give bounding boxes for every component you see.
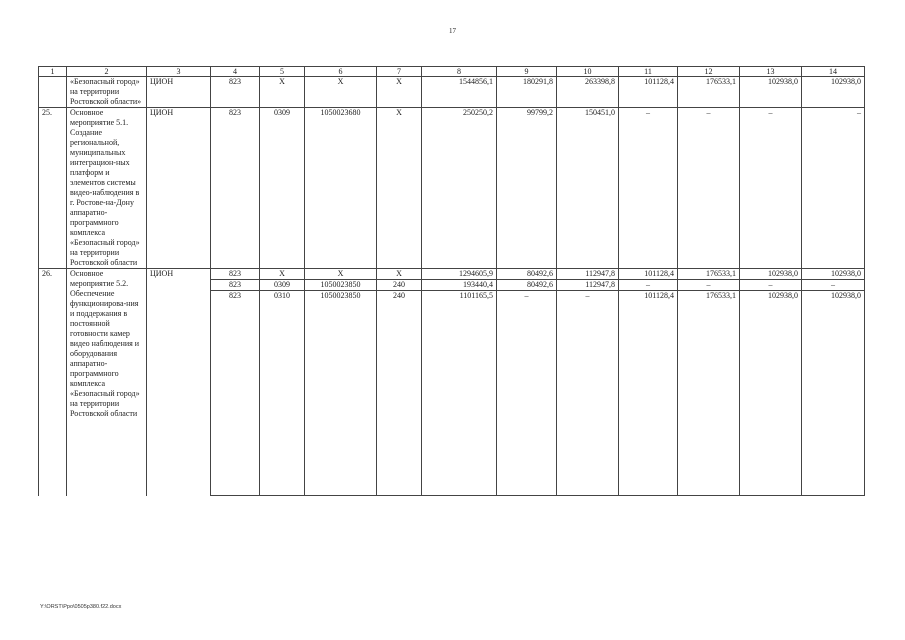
year-value: 176533,1 <box>678 291 740 496</box>
table-row <box>39 77 865 108</box>
row-number: 25. <box>39 108 67 269</box>
year-value: 99799,2 <box>497 108 557 269</box>
header-row <box>39 67 865 77</box>
year-value: – <box>740 280 802 291</box>
year-value: 112947,8 <box>557 269 619 280</box>
measure-name: Основное мероприятие 5.1. Создание региональной, муниципальных интеграцион-ных платформ и элементов системы видео-наблюдения в г. Ростове-на-Дону аппаратно-программного комплекса «Безопасный город» на территории Ростовской области <box>67 108 147 269</box>
grbs-code: 823 <box>211 269 260 280</box>
table-row <box>39 108 865 269</box>
executor: ЦИОН <box>147 77 211 108</box>
year-value: – <box>619 280 678 291</box>
year-value: – <box>557 291 619 496</box>
page-number: 17 <box>449 27 456 35</box>
header-cell: 11 <box>619 67 678 77</box>
header-cell: 2 <box>67 67 147 77</box>
header-cell: 8 <box>422 67 497 77</box>
header-cell: 14 <box>802 67 865 77</box>
measure-name: «Безопасный город» на территории Ростовской области» <box>67 77 147 108</box>
year-value: 150451,0 <box>557 108 619 269</box>
year-value: 176533,1 <box>678 269 740 280</box>
header-cell: 6 <box>305 67 377 77</box>
year-value: 80492,6 <box>497 269 557 280</box>
csr-code: 1050023850 <box>305 291 377 496</box>
header-cell: 4 <box>211 67 260 77</box>
executor: ЦИОН <box>147 108 211 269</box>
year-value: 102938,0 <box>802 77 865 108</box>
vr-code: 240 <box>377 280 422 291</box>
header-cell: 10 <box>557 67 619 77</box>
csr-code: 1050023680 <box>305 108 377 269</box>
budget-table <box>38 66 865 496</box>
measure-name: Основное мероприятие 5.2. Обеспечение функционирова-ния и поддержания в постоянной готовности камер видео наблюдения и оборудования аппаратно-программного комплекса «Безопасный город» на территории Ростовской области <box>67 269 147 496</box>
header-cell: 9 <box>497 67 557 77</box>
year-value: 101128,4 <box>619 269 678 280</box>
year-value: – <box>678 108 740 269</box>
file-path-footer: Y:\ORST\Ppo\0505p380.f22.docx <box>40 604 122 610</box>
rzpr-code: Х <box>260 269 305 280</box>
header-cell: 13 <box>740 67 802 77</box>
total-value: 250250,2 <box>422 108 497 269</box>
csr-code: 1050023850 <box>305 280 377 291</box>
year-value: 80492,6 <box>497 280 557 291</box>
year-value: 102938,0 <box>740 269 802 280</box>
total-value: 1101165,5 <box>422 291 497 496</box>
year-value: 101128,4 <box>619 291 678 496</box>
grbs-code: 823 <box>211 77 260 108</box>
csr-code: Х <box>305 77 377 108</box>
vr-code: 240 <box>377 291 422 496</box>
total-value: 193440,4 <box>422 280 497 291</box>
year-value: 112947,8 <box>557 280 619 291</box>
year-value: 180291,8 <box>497 77 557 108</box>
year-value: 101128,4 <box>619 77 678 108</box>
header-cell: 5 <box>260 67 305 77</box>
year-value: – <box>740 108 802 269</box>
vr-code: Х <box>377 269 422 280</box>
row-number <box>39 77 67 108</box>
csr-code: Х <box>305 269 377 280</box>
year-value: 176533,1 <box>678 77 740 108</box>
year-value: 102938,0 <box>740 291 802 496</box>
rzpr-code: 0309 <box>260 280 305 291</box>
rzpr-code: 0310 <box>260 291 305 496</box>
year-value: – <box>619 108 678 269</box>
year-value: 102938,0 <box>740 77 802 108</box>
header-cell: 7 <box>377 67 422 77</box>
year-value: 263398,8 <box>557 77 619 108</box>
executor: ЦИОН <box>147 269 211 496</box>
rzpr-code: Х <box>260 77 305 108</box>
rzpr-code: 0309 <box>260 108 305 269</box>
grbs-code: 823 <box>211 291 260 496</box>
year-value: – <box>497 291 557 496</box>
header-cell: 1 <box>39 67 67 77</box>
vr-code: Х <box>377 108 422 269</box>
grbs-code: 823 <box>211 280 260 291</box>
year-value: – <box>802 280 865 291</box>
vr-code: Х <box>377 77 422 108</box>
total-value: 1544856,1 <box>422 77 497 108</box>
header-cell: 12 <box>678 67 740 77</box>
table-row <box>39 269 865 280</box>
year-value: 102938,0 <box>802 269 865 280</box>
year-value: – <box>802 108 865 269</box>
year-value: 102938,0 <box>802 291 865 496</box>
header-cell: 3 <box>147 67 211 77</box>
year-value: – <box>678 280 740 291</box>
row-number: 26. <box>39 269 67 496</box>
grbs-code: 823 <box>211 108 260 269</box>
total-value: 1294605,9 <box>422 269 497 280</box>
